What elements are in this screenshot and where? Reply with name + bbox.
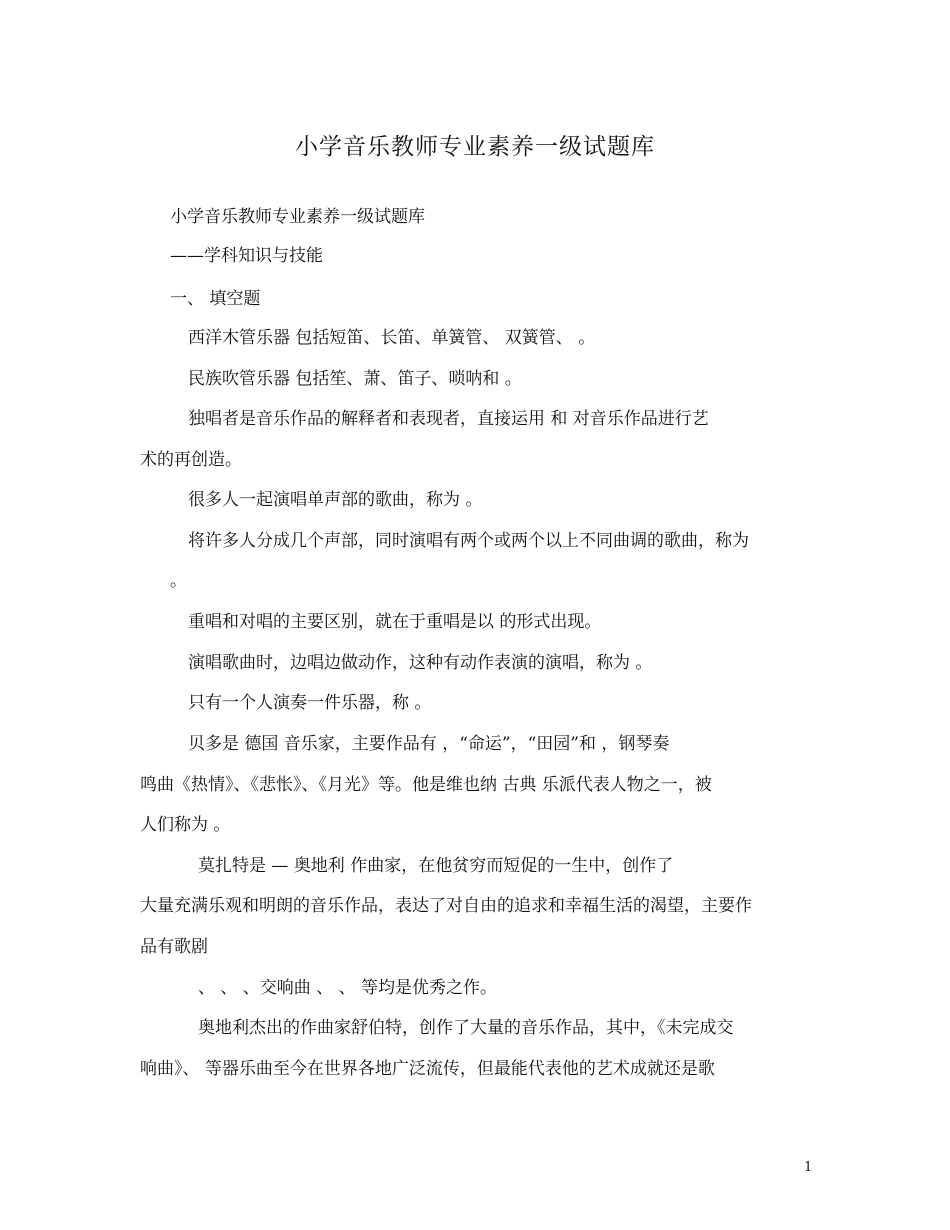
question-line-continued: 品有歌剧 [140,937,208,957]
question-line-continued: 大量充满乐观和明朗的音乐作品，表达了对自由的追求和幸福生活的渴望，主要作 [140,896,752,916]
question-line: 贝多是 德国 音乐家，主要作品有 ，“命运”，“田园”和 ，钢琴奏 [188,734,670,754]
question-line: 很多人一起演唱单声部的歌曲，称为 。 [188,490,483,510]
question-line: 奥地利杰出的作曲家舒伯特，创作了大量的音乐作品，其中，《未完成交 [198,1018,734,1038]
question-line-continued: 鸣曲《热情》、《悲怅》、《月光》等。他是维也纳 古典 乐派代表人物之一，被 [140,775,712,795]
question-line: 只有一个人演奏一件乐器，称 。 [188,693,432,713]
question-line: 民族吹管乐器 包括笙、萧、笛子、唢呐和 。 [188,369,522,389]
subject-line: ——学科知识与技能 [170,246,323,266]
question-line-continued: 术的再创造。 [140,450,242,470]
question-line: 重唱和对唱的主要区别，就在于重唱是以 的形式出现。 [188,612,602,632]
question-line-continued: 。 [170,571,187,591]
question-line: 莫扎特是 — 奥地利 作曲家，在他贫穷而短促的一生中，创作了 [198,856,674,876]
section-heading: 一、 填空题 [170,289,261,309]
subtitle-line: 小学音乐教师专业素养一级试题库 [170,207,425,227]
question-line-continued: 、 、 、交响曲 、 、 等均是优秀之作。 [198,978,498,998]
question-line: 演唱歌曲时，边唱边做动作，这种有动作表演的演唱，称为 。 [188,653,653,673]
page-number: 1 [804,1160,813,1175]
question-line: 独唱者是音乐作品的解释者和表现者，直接运用 和 对音乐作品进行艺 [188,409,709,429]
question-line-continued: 响曲》、 等器乐曲至今在世界各地广泛流传，但最能代表他的艺术成就还是歌 [140,1059,715,1079]
question-line: 将许多人分成几个声部，同时演唱有两个或两个以上不同曲调的歌曲，称为 [188,531,749,551]
question-line-continued: 人们称为 。 [140,815,231,835]
document-title: 小学音乐教师专业素养一级试题库 [295,134,655,160]
question-line: 西洋木管乐器 包括短笛、长笛、单簧管、 双簧管、 。 [188,328,596,348]
